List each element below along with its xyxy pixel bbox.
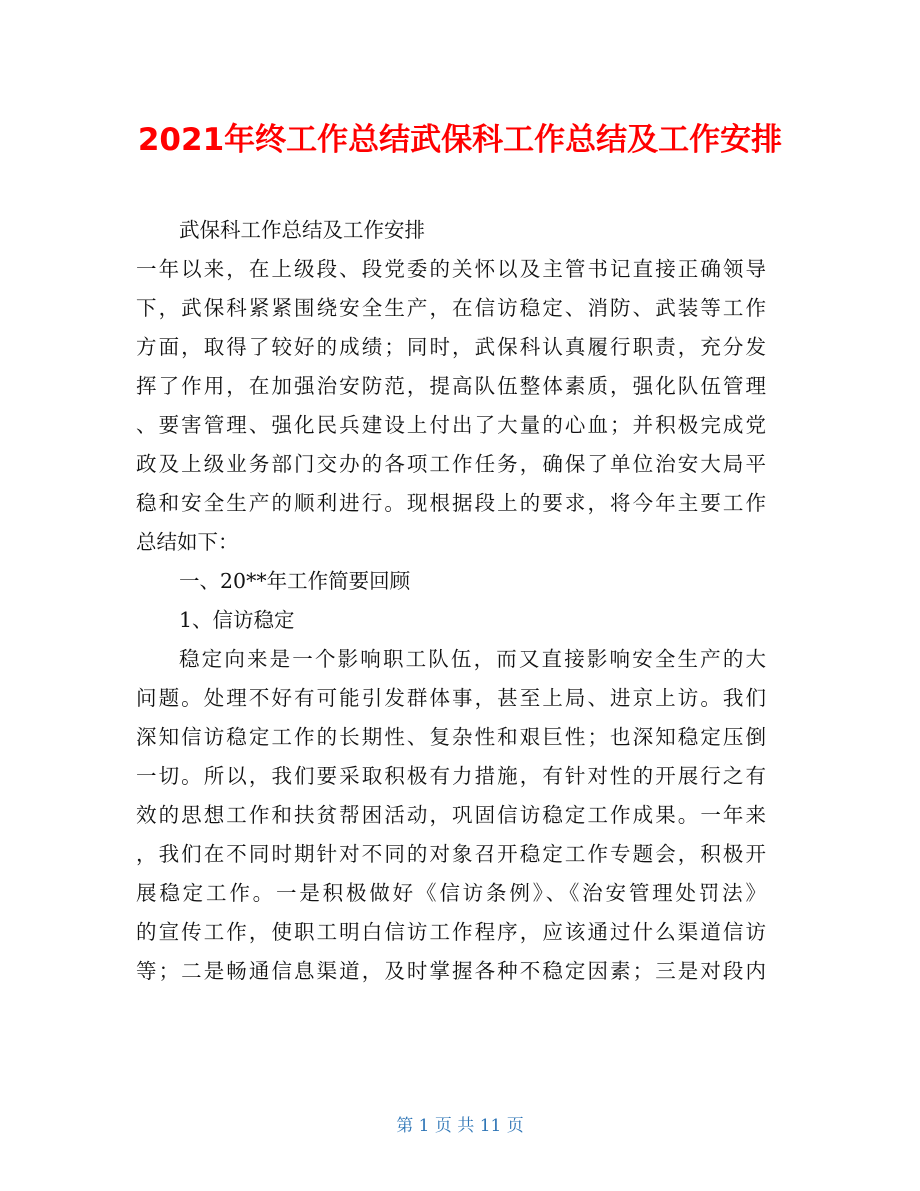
body-line: 1、信访稳定 <box>179 608 295 632</box>
body-line: 深知信访稳定工作的长期性、复杂性和艰巨性；也深知稳定压倒 <box>136 725 766 749</box>
body-line: 稳定向来是一个影响职工队伍，而又直接影响安全生产的大 <box>179 647 766 671</box>
body-line: 一、20**年工作简要回顾 <box>179 569 411 593</box>
body-line: 武保科工作总结及工作安排 <box>179 218 425 242</box>
body-line: 方面，取得了较好的成绩；同时，武保科认真履行职责，充分发 <box>136 335 766 359</box>
body-line: 总结如下： <box>136 530 239 554</box>
body-line: 、要害管理、强化民兵建设上付出了大量的心血；并积极完成党 <box>136 413 766 437</box>
body-line: 稳和安全生产的顺利进行。现根据段上的要求，将今年主要工作 <box>136 491 766 515</box>
body-line: ，我们在不同时期针对不同的对象召开稳定工作专题会，积极开 <box>136 842 766 866</box>
body-line: 等；二是畅通信息渠道，及时掌握各种不稳定因素；三是对段内 <box>136 959 766 983</box>
document-title: 2021年终工作总结武保科工作总结及工作安排 <box>137 122 783 158</box>
document-body <box>136 211 766 991</box>
body-line: 问题。处理不好有可能引发群体事，甚至上局、进京上访。我们 <box>136 686 766 710</box>
body-line: 的宣传工作，使职工明白信访工作程序，应该通过什么渠道信访 <box>136 920 766 944</box>
body-line: 一年以来，在上级段、段党委的关怀以及主管书记直接正确领导 <box>136 257 766 281</box>
body-line: 效的思想工作和扶贫帮困活动，巩固信访稳定工作成果。一年来 <box>136 803 766 827</box>
body-line: 下，武保科紧紧围绕安全生产，在信访稳定、消防、武装等工作 <box>136 296 766 320</box>
body-line: 展稳定工作。一是积极做好《信访条例》、《治安管理处罚法》 <box>136 881 766 905</box>
body-line: 一切。所以，我们要采取积极有力措施，有针对性的开展行之有 <box>136 764 766 788</box>
page-footer: 第 1 页 共 11 页 <box>396 1116 524 1136</box>
body-line: 挥了作用，在加强治安防范，提高队伍整体素质，强化队伍管理 <box>136 374 766 398</box>
body-line: 政及上级业务部门交办的各项工作任务，确保了单位治安大局平 <box>136 452 766 476</box>
